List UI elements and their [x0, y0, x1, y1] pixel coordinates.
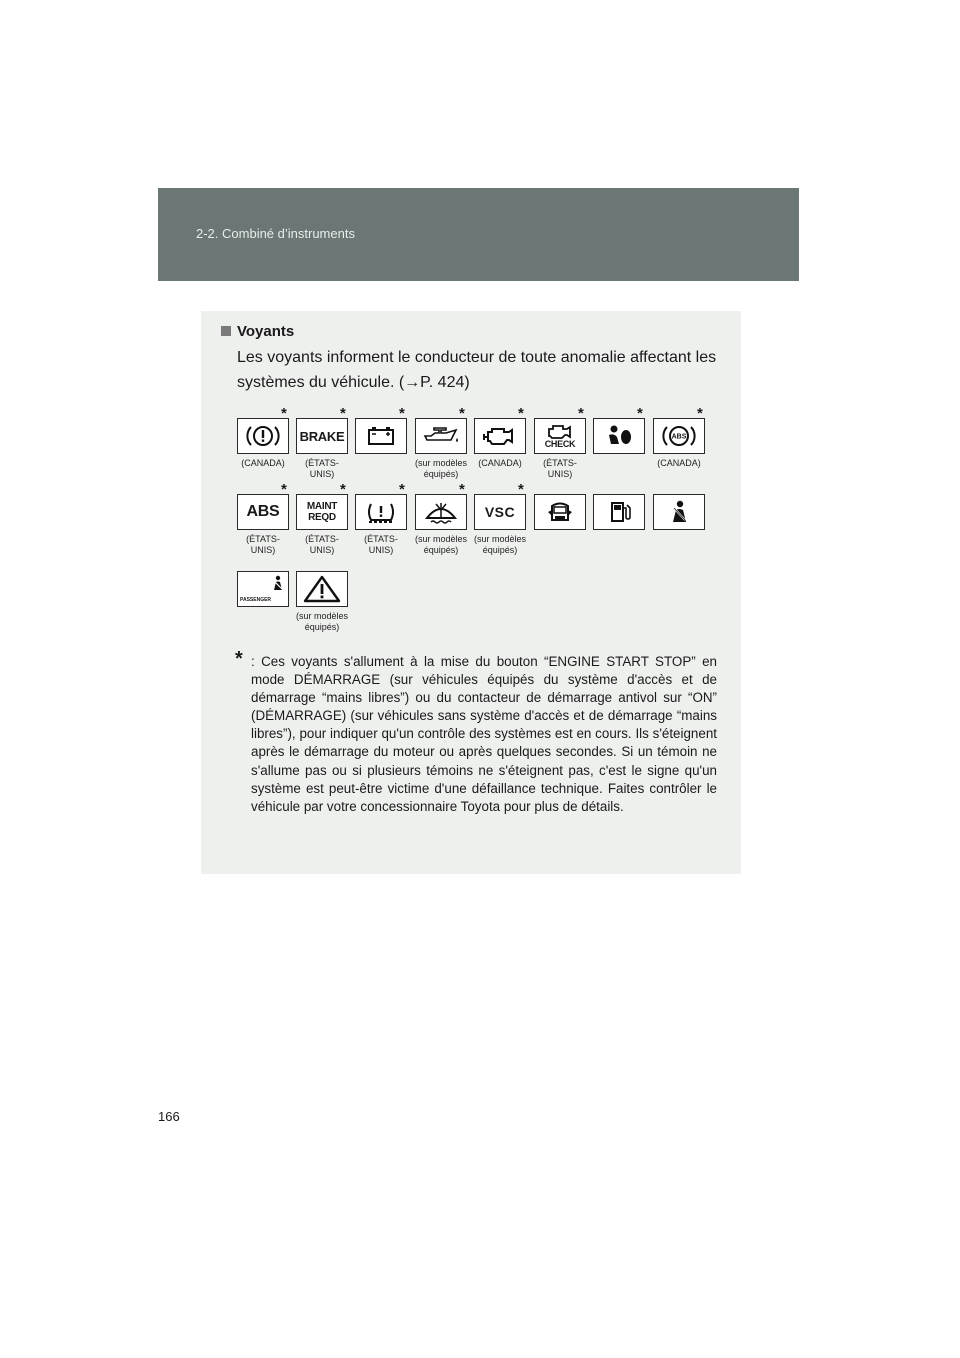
icon-caption: (CANADA): [241, 458, 285, 468]
asterisk-marker: *: [637, 405, 643, 422]
icon-caption: (ÉTATS- UNIS): [364, 534, 398, 555]
icon-caption: (sur modèles équipés): [295, 611, 349, 632]
chapter-header: [158, 188, 799, 281]
icon-caption: (sur modèles équipés): [473, 534, 527, 555]
icon-caption: (CANADA): [657, 458, 701, 468]
icon-caption: (ÉTATS- UNIS): [246, 534, 280, 555]
asterisk-marker: *: [697, 405, 703, 422]
door-open-icon: [534, 494, 586, 530]
asterisk-marker: *: [459, 405, 465, 422]
vsc-icon: [474, 494, 526, 530]
asterisk-marker: *: [399, 405, 405, 422]
maint-reqd-label: MAINT REQD: [306, 501, 338, 523]
abs-circle-icon: [653, 418, 705, 454]
page-number: 166: [158, 1109, 180, 1124]
section-heading: Voyants: [221, 323, 294, 340]
oil-pressure-icon: [415, 418, 467, 454]
asterisk-marker: *: [459, 481, 465, 498]
passenger-label: PASSENGER: [240, 597, 272, 603]
fuel-icon: [593, 494, 645, 530]
footnote: [235, 648, 717, 816]
icon-caption: (ÉTATS- UNIS): [543, 458, 577, 479]
asterisk-marker: *: [518, 405, 524, 422]
brake-warning-circle-icon: [237, 418, 289, 454]
icon-caption: (CANADA): [478, 458, 522, 468]
seatbelt-icon: [653, 494, 705, 530]
chapter-title: 2-2. Combiné d’instruments: [196, 226, 355, 241]
asterisk-marker: *: [281, 481, 287, 498]
check-engine-icon: [474, 418, 526, 454]
content-panel: [201, 311, 741, 874]
asterisk-marker: *: [518, 481, 524, 498]
master-warning-icon: [296, 571, 348, 607]
abs-label: ABS: [246, 503, 280, 520]
square-bullet-icon: [221, 326, 231, 336]
icon-caption: (ÉTATS- UNIS): [305, 534, 339, 555]
asterisk-marker: *: [399, 481, 405, 498]
svg-text:ABS: ABS: [671, 433, 687, 441]
icon-caption: (sur modèles équipés): [414, 534, 468, 555]
brake-label: BRAKE: [299, 428, 345, 444]
icon-caption: (sur modèles équipés): [414, 458, 468, 479]
passenger-seatbelt-icon: [237, 571, 289, 607]
airbag-icon: [593, 418, 645, 454]
tire-pressure-icon: [355, 494, 407, 530]
abs-text-icon: [237, 494, 289, 530]
intro-paragraph: Les voyants informent le conducteur de toute anomalie affectant les systèmes du véhicule. (→P. 424): [237, 349, 717, 391]
battery-icon: [355, 418, 407, 454]
maint-reqd-icon: [296, 494, 348, 530]
washer-fluid-icon: [415, 494, 467, 530]
check-label: CHECK: [544, 438, 576, 449]
footnote-asterisk: *: [235, 648, 243, 670]
vsc-label: VSC: [484, 504, 516, 520]
brake-text-icon: [296, 418, 348, 454]
asterisk-marker: *: [281, 405, 287, 422]
asterisk-marker: *: [340, 405, 346, 422]
footnote-text: : Ces voyants s'allument à la mise du bouton “ENGINE START STOP” en mode DÉMARRAGE (sur véhicules équipés du système d'accès et de démarrage “mains libres”) ou du contacteur de démarrage antivol sur “ON” (DÉMARRAGE) (sur véhicules sans système d'accès et de démarrage “mains libres”), pour indiquer qu'un contrôle des systèmes est en cours. Ils s'éteignent après le démarrage du moteur ou après quelques secondes. Si un témoin ne s'allume pas ou si plusieurs témoins ne s'éteignent pas, c'est le signe qu'un système est peut-être victime d'une défaillance technique. Faites contrôler le véhicule par votre concessionnaire Toyota pour plus de détails.: [251, 654, 717, 814]
asterisk-marker: *: [578, 405, 584, 422]
asterisk-marker: *: [340, 481, 346, 498]
check-engine-text-icon: [534, 418, 586, 454]
icon-caption: (ÉTATS- UNIS): [305, 458, 339, 479]
